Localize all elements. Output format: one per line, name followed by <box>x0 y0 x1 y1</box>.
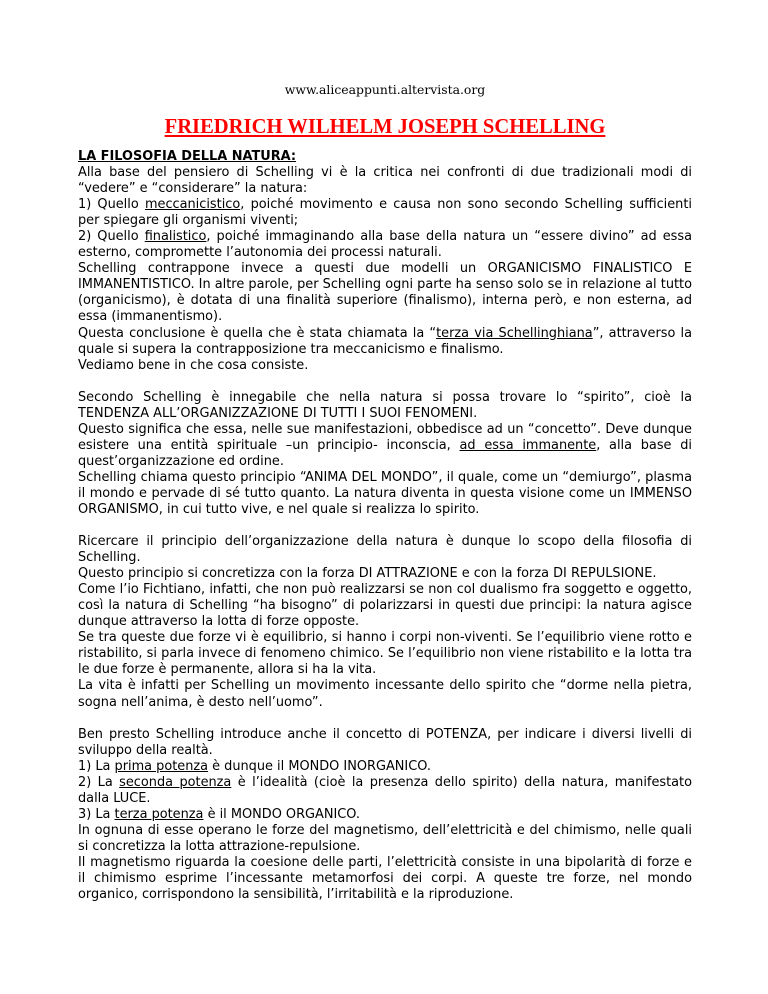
paragraph: Se tra queste due forze vi è equilibrio, si hanno i corpi non-viventi. Se l’equilibrio viene rotto e ristabilito, si parla invece di fenomeno chimico. Se l’equilibrio non viene ristabilito e la lotta tra le due forze è permanente, allora si ha la vita. <box>78 630 692 678</box>
paragraph-gap <box>78 518 692 534</box>
paragraph <box>78 807 692 823</box>
underlined-term: meccanicistico <box>144 197 241 213</box>
section-heading: LA FILOSOFIA DELLA NATURA: <box>78 149 297 164</box>
paragraph <box>78 422 692 470</box>
paragraph-gap <box>78 374 692 390</box>
paragraph: Come l’io Fichtiano, infatti, che non può realizzarsi se non col dualismo fra soggetto e oggetto, così la natura di Schelling “ha bisogno” di polarizzarsi in questi due principi: la natura agisce dunque attraverso la lotta di forze opposte. <box>78 582 692 630</box>
text-run: Questo significa che essa, nelle sue manifestazioni, obbedisce ad un “concetto”. Deve dunque esistere una entità spirituale –un principio- inconscia, <box>78 421 692 453</box>
underlined-term: prima potenza <box>114 758 209 774</box>
text-run: , alla base di quest’organizzazione ed ordine. <box>78 437 692 469</box>
text-run: 2) La <box>78 774 120 790</box>
paragraph: Alla base del pensiero di Schelling vi è la critica nei confronti di due tradizionali modi di “vedere” e “considerare” la natura: <box>78 165 692 197</box>
text-run: , poiché movimento e causa non sono secondo Schelling sufficienti per spiegare gli organismi viventi; <box>78 197 692 229</box>
paragraph: Il magnetismo riguarda la coesione delle parti, l’elettricità consiste in una bipolarità di forze e il chimismo esprime l’incessante metamorfosi dei corpi. A queste tre forze, nel mondo organico, corrispondono la sensibilità, l’irritabilità e la riproduzione. <box>78 854 692 903</box>
underlined-term: ad essa immanente <box>459 437 597 453</box>
paragraph: Vediamo bene in che cosa consiste. <box>78 357 309 373</box>
paragraph <box>78 229 692 261</box>
paragraph: La vita è infatti per Schelling un movimento incessante dello spirito che “dorme nella pietra, sogna nell’anima, è desto nell’uomo”. <box>78 678 692 710</box>
site-url: www.aliceappunti.altervista.org <box>284 82 486 97</box>
document-title: FRIEDRICH WILHELM JOSEPH SCHELLING <box>164 116 606 138</box>
text-run: Questa conclusione è quella che è stata chiamata la “ <box>78 325 437 341</box>
paragraph <box>78 197 692 229</box>
text-run: è dunque il MONDO INORGANICO. <box>208 758 431 774</box>
text-run: è il MONDO ORGANICO. <box>203 806 361 822</box>
underlined-term: terza potenza <box>114 806 204 822</box>
paragraph: Schelling contrappone invece a questi due modelli un ORGANICISMO FINALISTICO E IMMANENTISTICO. In altre parole, per Schelling ogni parte ha senso solo se in relazione al tutto (organicismo), è dotata di una finalità superiore (finalismo), interna però, e non esterna, ad essa (immanentismo). <box>78 261 692 325</box>
underlined-term: finalistico <box>144 229 207 245</box>
text-run: 3) La <box>78 806 115 822</box>
paragraph: Ben presto Schelling introduce anche il concetto di POTENZA, per indicare i diversi livelli di sviluppo della realtà. <box>78 726 692 758</box>
text-run: è l’idealità (cioè la presenza dello spirito) della natura, manifestato dalla LUCE. <box>78 774 692 806</box>
text-run: 1) La <box>78 758 115 774</box>
text-run: 1) Quello <box>78 197 145 213</box>
text-run: ”, attraverso la quale si supera la contrapposizione tra meccanicismo e finalismo. <box>78 325 692 357</box>
paragraph <box>78 775 692 807</box>
paragraph <box>78 326 692 358</box>
paragraph: Secondo Schelling è innegabile che nella natura si possa trovare lo “spirito”, cioè la TENDENZA ALL’ORGANIZZAZIONE DI TUTTI I SUOI FENOMENI. <box>78 389 692 421</box>
paragraph: Ricercare il principio dell’organizzazione della natura è dunque lo scopo della filosofia di Schelling. <box>78 534 692 566</box>
paragraph <box>78 759 692 775</box>
paragraph: In ognuna di esse operano le forze del magnetismo, dell’elettricità e del chimismo, nelle quali si concretizza la lotta attrazione-repulsione. <box>78 822 692 854</box>
paragraph: Questo principio si concretizza con la forza DI ATTRAZIONE e con la forza DI REPULSIONE. <box>78 566 657 582</box>
document-page <box>78 82 692 903</box>
underlined-term: seconda potenza <box>119 774 232 790</box>
underlined-term: terza via Schellinghiana <box>436 325 593 341</box>
paragraph: Schelling chiama questo principio “ANIMA DEL MONDO”, il quale, come un “demiurgo”, plasma il mondo e pervade di sé tutto quanto. La natura diventa in questa visione come un IMMENSO ORGANISMO, in cui tutto vive, e nel quale si realizza lo spirito. <box>78 469 692 517</box>
paragraph-gap <box>78 711 692 727</box>
text-run: 2) Quello <box>78 229 145 245</box>
text-run: , poiché immaginando alla base della natura un “essere divino” ad essa esterno, compromette l’autonomia dei processi naturali. <box>78 229 692 261</box>
